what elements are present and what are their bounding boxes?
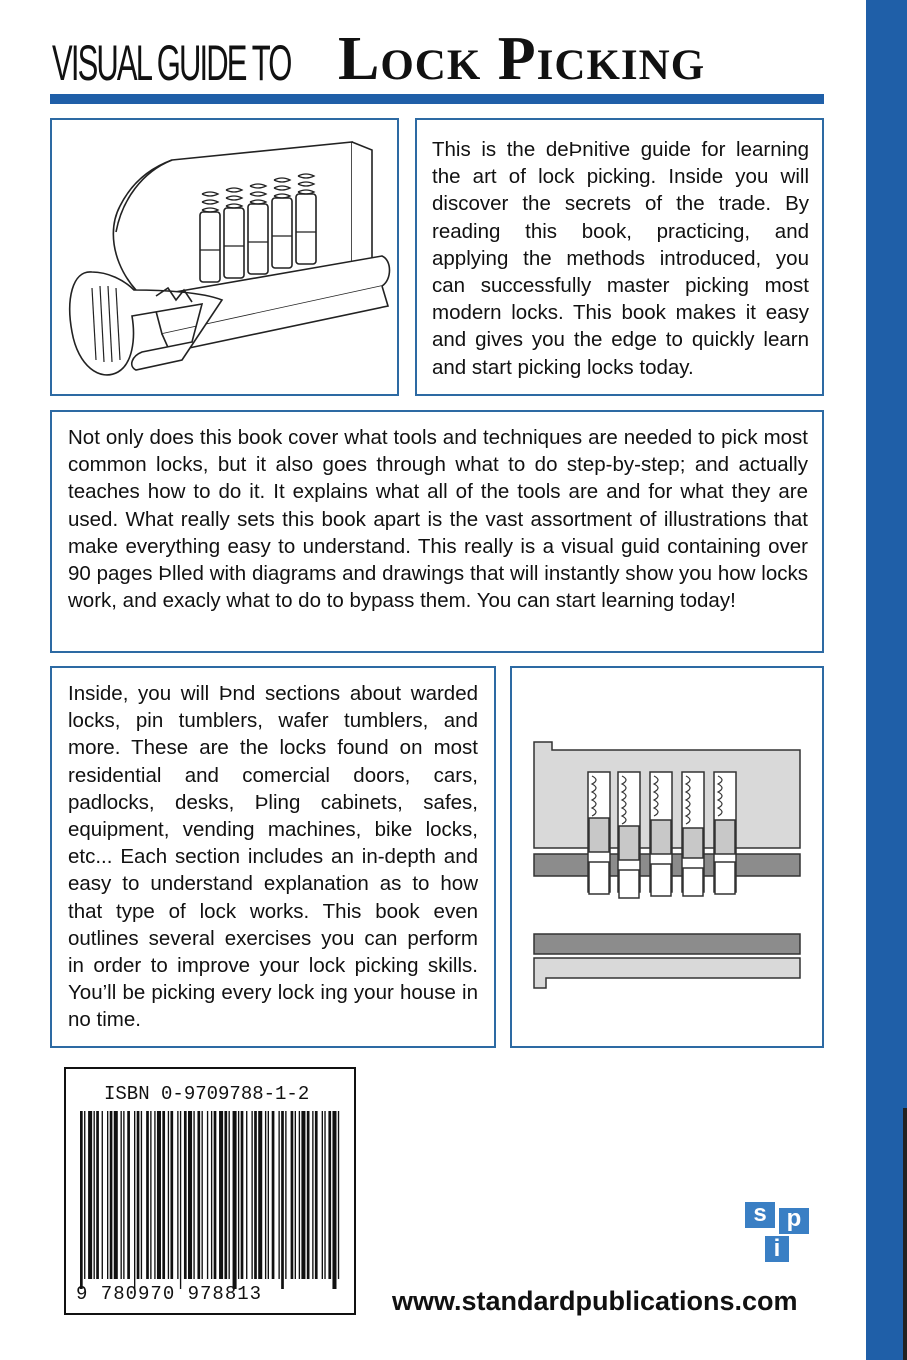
barcode-bar [141, 1111, 142, 1279]
barcode-bar [278, 1111, 279, 1279]
barcode-bar [107, 1111, 108, 1279]
barcode-bar [134, 1111, 135, 1289]
logo-letter-p: p [779, 1208, 809, 1234]
intro-paragraph: This is the deÞnitive guide for learning the art of lock picking. Inside you will discover the secrets of the trade. By reading this book, practicing, and applying the methods introduced, you can successfully master picking most modern locks. This book makes it easy and gives you the edge to quickly learn and start picking locks today. [432, 138, 809, 379]
barcode-bar [268, 1111, 269, 1279]
barcode-bar [258, 1111, 262, 1279]
barcode-bar [127, 1111, 130, 1279]
barcode-bar [193, 1111, 194, 1279]
barcode-bar [214, 1111, 217, 1279]
intro-text-box [415, 118, 824, 396]
isbn-number: ISBN 0-9709788-1-2 [104, 1083, 310, 1105]
barcode-bars [80, 1111, 340, 1291]
lock-cutaway-illustration [52, 120, 397, 394]
barcode-bar [88, 1111, 92, 1279]
sections-text-box [50, 666, 496, 1048]
barcode-bar [322, 1111, 323, 1279]
barcode-bar [150, 1111, 151, 1279]
barcode-bar [295, 1111, 296, 1279]
barcode-bar [110, 1111, 113, 1279]
barcode-bar [137, 1111, 140, 1279]
barcode-bar [177, 1111, 178, 1279]
title-prefix: VISUAL GUIDE TO [52, 35, 291, 91]
barcode-bar [197, 1111, 200, 1279]
barcode-bar [301, 1111, 305, 1279]
barcode-bar [254, 1111, 257, 1279]
barcode-bar [170, 1111, 173, 1279]
barcode-digits: 9 780970 978813 [76, 1283, 263, 1305]
publisher-website: www.standardpublications.com [392, 1286, 798, 1316]
isbn-barcode [64, 1067, 356, 1315]
barcode-bar [168, 1111, 169, 1279]
barcode-bar [285, 1111, 286, 1279]
barcode-bar [224, 1111, 227, 1279]
title-rule [50, 94, 824, 104]
spine-stripe [866, 0, 907, 1360]
barcode-bar [146, 1111, 149, 1279]
barcode-bar [307, 1111, 310, 1279]
middle-paragraph: Not only does this book cover what tools and techniques are needed to pick most common locks, but it also goes through what to do step-by-step; and actually teaches how to do it. It explains what all of the tools are and for what they are used. What really sets this book apart is the vast assortment of illustrations that make everything easy to understand. This really is a visual guid containing over 90 pages Þlled with diagrams and drawings that will instantly show you how locks work, and exacly what to do to bypass them. You can start learning today! [68, 426, 808, 613]
barcode-bar [162, 1111, 165, 1279]
title-main: Lock Picking [338, 25, 706, 93]
pin-tumbler-diagram-box [510, 666, 824, 1048]
barcode-bar [94, 1111, 95, 1279]
barcode-bar [80, 1111, 83, 1289]
barcode-bar [281, 1111, 284, 1289]
barcode-bar [233, 1111, 237, 1289]
barcode-bar [211, 1111, 212, 1279]
barcode-bar [102, 1111, 103, 1279]
barcode-bar [251, 1111, 252, 1279]
barcode-bar [114, 1111, 118, 1279]
barcode-bar [84, 1111, 85, 1279]
book-title [52, 25, 832, 93]
barcode-bar [123, 1111, 124, 1279]
barcode-bar [188, 1111, 192, 1279]
barcode-bar [180, 1111, 181, 1289]
barcode-bar [324, 1111, 325, 1279]
pin-tumbler-diagram [512, 668, 822, 1046]
barcode-bar [219, 1111, 223, 1279]
barcode-bar [291, 1111, 294, 1279]
barcode-bar [272, 1111, 275, 1279]
sections-paragraph: Inside, you will Þnd sections about warded locks, pin tumblers, wafer tumblers, and more. These are the locks found on most residential and comercial doors, cars, padlocks, desks, Þling cabinets, safes, equipment, vending machines, bike locks, etc... Each section includes an in-depth and easy to understand explanation as to how that type of lock works. This book even outlines several exercises you can perform in order to improve your lock picking skills. You’ll be picking every lock ing your house in no time. [68, 682, 478, 1032]
barcode-bar [312, 1111, 313, 1279]
publisher-logo [745, 1202, 811, 1264]
barcode-bar [338, 1111, 339, 1279]
middle-text-box [50, 410, 824, 653]
barcode-bar [265, 1111, 266, 1279]
spine-edge [903, 1108, 907, 1360]
logo-letter-i: i [765, 1236, 789, 1262]
barcode-bar [241, 1111, 244, 1279]
barcode-bar [229, 1111, 230, 1279]
barcode-bar [332, 1111, 336, 1289]
barcode-bar [202, 1111, 203, 1279]
barcode-bar [121, 1111, 122, 1279]
barcode-bar [299, 1111, 300, 1279]
barcode-bar [154, 1111, 155, 1279]
logo-letter-s: s [745, 1202, 775, 1228]
barcode-bar [96, 1111, 99, 1279]
barcode-bar [157, 1111, 161, 1279]
barcode-bar [328, 1111, 331, 1279]
lock-cutaway-illustration-box [50, 118, 399, 396]
barcode-bar [184, 1111, 187, 1279]
barcode-bar [315, 1111, 318, 1279]
barcode-bar [207, 1111, 208, 1279]
barcode-bar [246, 1111, 247, 1279]
barcode-bar [238, 1111, 239, 1279]
